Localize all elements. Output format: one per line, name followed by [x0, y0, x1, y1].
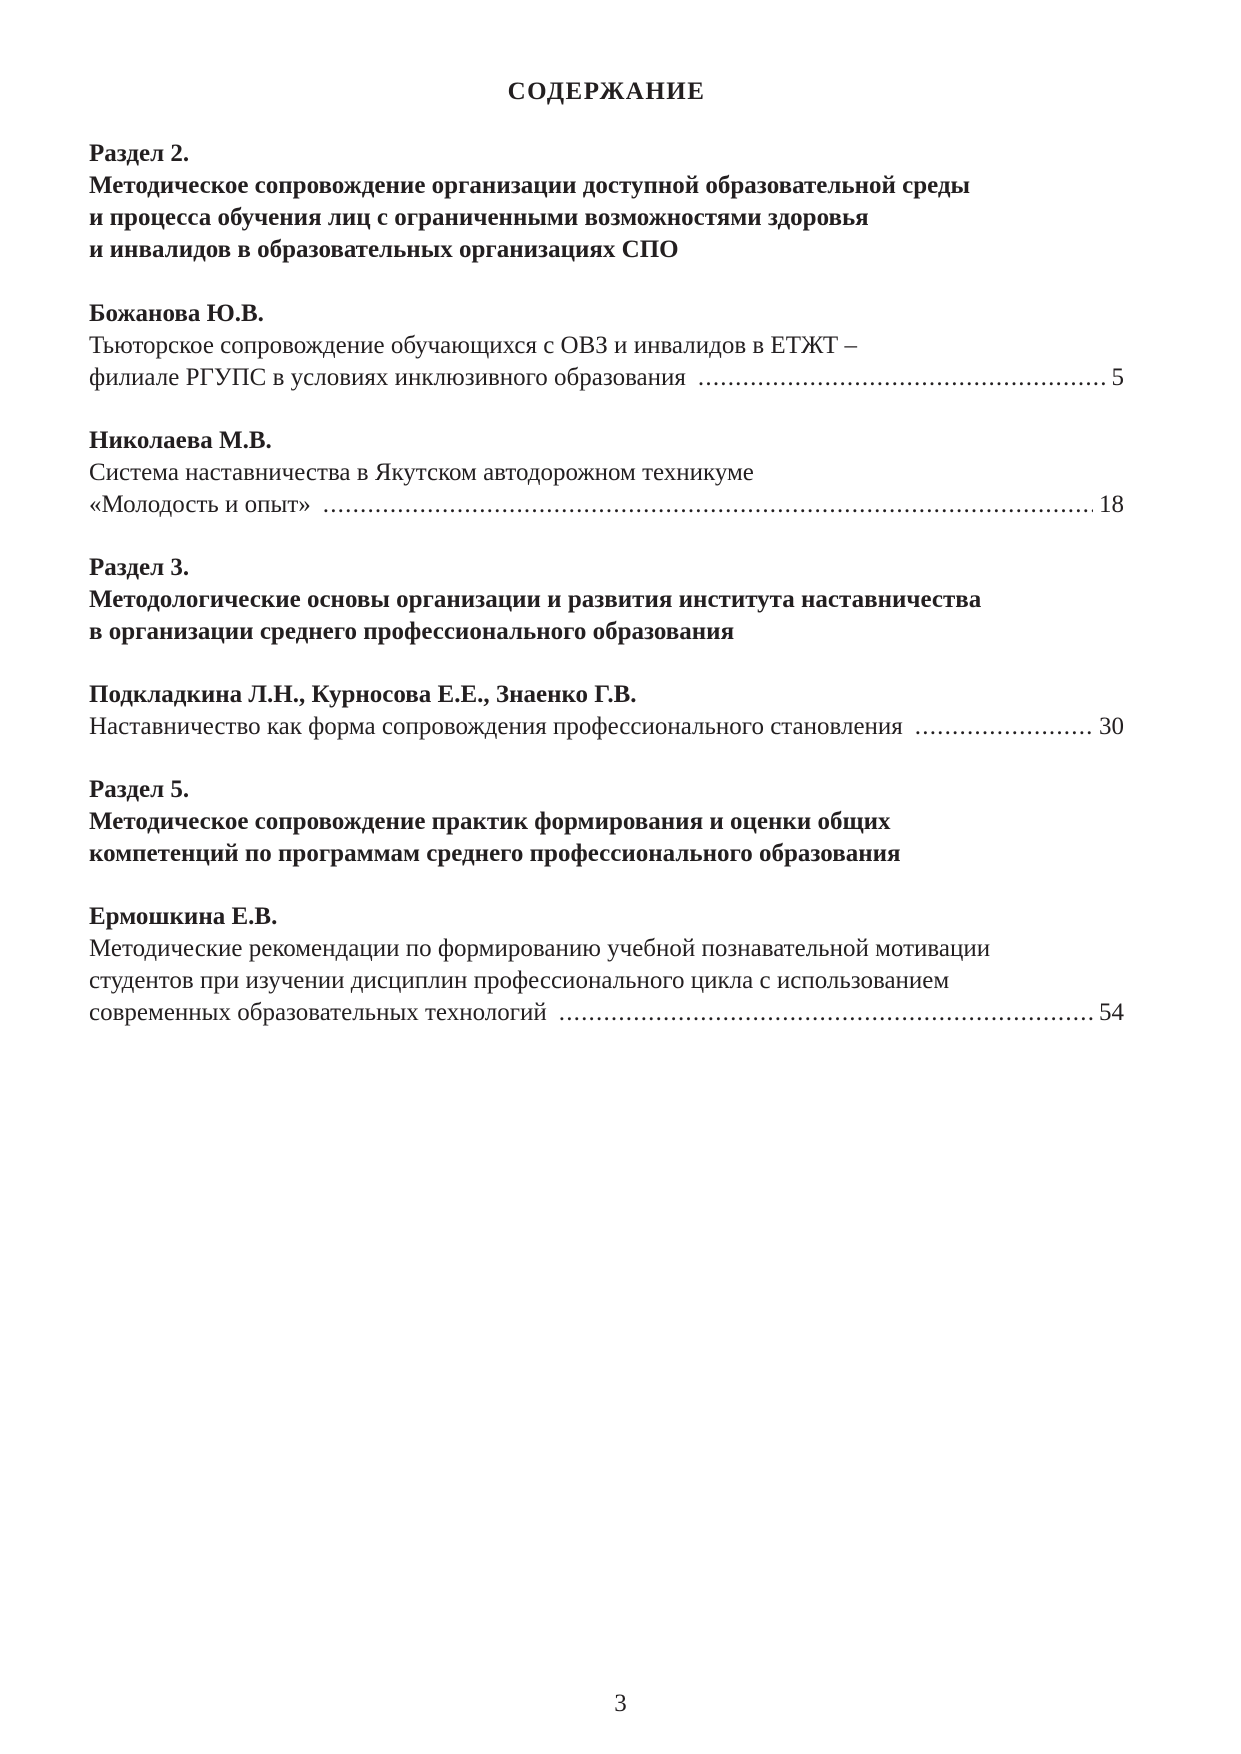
section-2-heading-line-2: и процесса обучения лиц с ограниченными возможностями здоровья — [89, 204, 869, 231]
entry-4-author: Ермошкина Е.В. — [89, 903, 278, 930]
entry-2-title-line-1: Система наставничества в Якутском автодорожном техникуме — [89, 459, 754, 486]
entry-3-title-text: Наставничество как форма сопровождения профессионального становления — [89, 713, 903, 740]
entry-2-title-line-2 — [89, 487, 1124, 523]
section-3-heading-line-1: Методологические основы организации и развития института наставничества — [89, 586, 982, 613]
section-5-heading-line-1: Методическое сопровождение практик формирования и оценки общих — [89, 808, 891, 835]
entry-2-page-number: 18 — [1099, 491, 1124, 518]
entry-1-title-line-1: Тьюторское сопровождение обучающихся с ОВЗ и инвалидов в ЕТЖТ – — [89, 332, 857, 359]
dot-leader — [698, 360, 1106, 396]
dot-leader — [323, 487, 1093, 523]
entry-3-author: Подкладкина Л.Н., Курносова Е.Е., Знаенко Г.В. — [89, 681, 637, 708]
entry-1-title-line-2 — [89, 360, 1124, 396]
entry-4-title-text: современных образовательных технологий — [89, 999, 547, 1026]
entry-2-title-text: «Молодость и опыт» — [89, 491, 311, 518]
page-number: 3 — [614, 1690, 627, 1717]
section-5-heading-line-2: компетенций по программам среднего профессионального образования — [89, 840, 901, 867]
entry-1-title-text: филиале РГУПС в условиях инклюзивного образования — [89, 364, 686, 391]
entry-1-page-number: 5 — [1111, 364, 1124, 391]
section-2-heading-line-1: Методическое сопровождение организации доступной образовательной среды — [89, 172, 971, 199]
section-3-label: Раздел 3. — [89, 554, 190, 581]
section-2-label: Раздел 2. — [89, 140, 190, 167]
entry-2-author: Николаева М.В. — [89, 427, 272, 454]
section-5-label: Раздел 5. — [89, 776, 190, 803]
entry-3-title-line-1 — [89, 709, 1124, 745]
entry-1-author: Божанова Ю.В. — [89, 300, 264, 327]
section-2-heading-line-3: и инвалидов в образовательных организациях СПО — [89, 236, 679, 263]
page-title: СОДЕРЖАНИЕ — [507, 78, 706, 105]
entry-4-title-line-2: студентов при изучении дисциплин профессионального цикла с использованием — [89, 967, 950, 994]
entry-3-page-number: 30 — [1099, 713, 1124, 740]
dot-leader — [915, 709, 1093, 745]
entry-4-title-line-1: Методические рекомендации по формированию учебной познавательной мотивации — [89, 935, 991, 962]
section-3-heading-line-2: в организации среднего профессионального образования — [89, 618, 735, 645]
entry-4-page-number: 54 — [1099, 999, 1124, 1026]
dot-leader — [559, 995, 1093, 1031]
entry-4-title-line-3 — [89, 995, 1124, 1031]
